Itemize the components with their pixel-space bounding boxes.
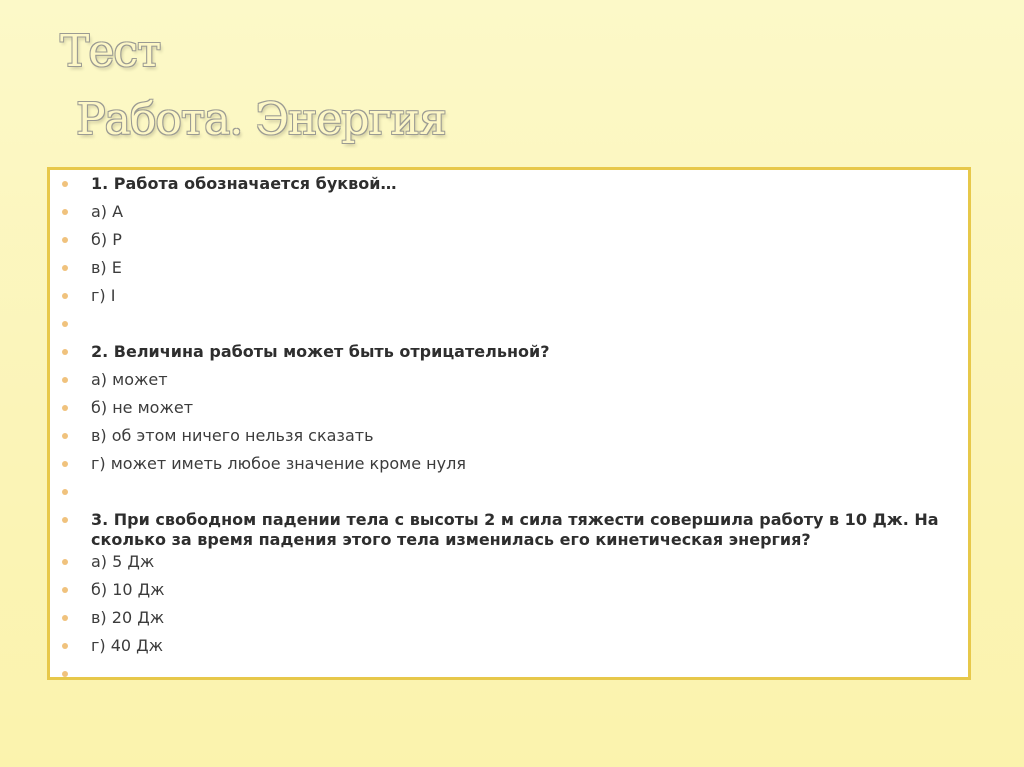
- empty-bullet-item: [62, 482, 954, 502]
- bullet-icon: [62, 671, 68, 677]
- answer-option-text: а) А: [91, 202, 124, 221]
- empty-bullet-item: [62, 664, 954, 684]
- answer-option: [62, 230, 954, 250]
- bullet-icon: [62, 209, 68, 215]
- answer-option: [62, 608, 954, 628]
- bullet-icon: [62, 643, 68, 649]
- answer-option: [62, 398, 954, 418]
- answer-option-text: б) не может: [91, 398, 194, 417]
- answer-option-text: г) I: [91, 286, 116, 305]
- answer-option: [62, 580, 954, 600]
- bullet-icon: [62, 433, 68, 439]
- answer-option-text: в) об этом ничего нельзя сказать: [91, 426, 374, 445]
- empty-bullet-item: [62, 314, 954, 334]
- question-3: [62, 510, 954, 550]
- answer-option-text: г) может иметь любое значение кроме нуля: [91, 454, 466, 473]
- answer-option: [62, 258, 954, 278]
- bullet-icon: [62, 237, 68, 243]
- bullet-icon: [62, 461, 68, 467]
- content-box: [47, 167, 971, 680]
- answer-option-text: в) 20 Дж: [91, 608, 165, 627]
- bullet-icon: [62, 517, 68, 523]
- bullet-icon: [62, 489, 68, 495]
- question-2: [62, 342, 954, 362]
- answer-option-text: в) Е: [91, 258, 122, 277]
- answer-option-text: б) 10 Дж: [91, 580, 165, 599]
- bullet-icon: [62, 265, 68, 271]
- bullet-icon: [62, 349, 68, 355]
- answer-option-text: а) может: [91, 370, 168, 389]
- bullet-icon: [62, 559, 68, 565]
- question-list: [62, 174, 954, 692]
- bullet-icon: [62, 181, 68, 187]
- question-1: [62, 174, 954, 194]
- slide-title-line-2: Работа. Энергия: [76, 94, 446, 145]
- question-text: 2. Величина работы может быть отрицательной?: [91, 342, 550, 361]
- answer-option-text: г) 40 Дж: [91, 636, 164, 655]
- bullet-icon: [62, 321, 68, 327]
- answer-option: [62, 202, 954, 222]
- answer-option: [62, 636, 954, 656]
- bullet-icon: [62, 587, 68, 593]
- bullet-icon: [62, 293, 68, 299]
- answer-option: [62, 426, 954, 446]
- answer-option: [62, 454, 954, 474]
- answer-option: [62, 370, 954, 390]
- answer-option: [62, 552, 954, 572]
- question-text: 3. При свободном падении тела с высоты 2 м сила тяжести совершила работу в 10 Дж. На сколько за время падения этого тела изменилась его кинетическая энергия?: [91, 510, 939, 549]
- bullet-icon: [62, 615, 68, 621]
- bullet-icon: [62, 405, 68, 411]
- answer-option-text: б) Р: [91, 230, 122, 249]
- answer-option: [62, 286, 954, 306]
- bullet-icon: [62, 377, 68, 383]
- question-text: 1. Работа обозначается буквой…: [91, 174, 397, 193]
- answer-option-text: а) 5 Дж: [91, 552, 155, 571]
- slide-title-line-1: Тест: [60, 26, 161, 77]
